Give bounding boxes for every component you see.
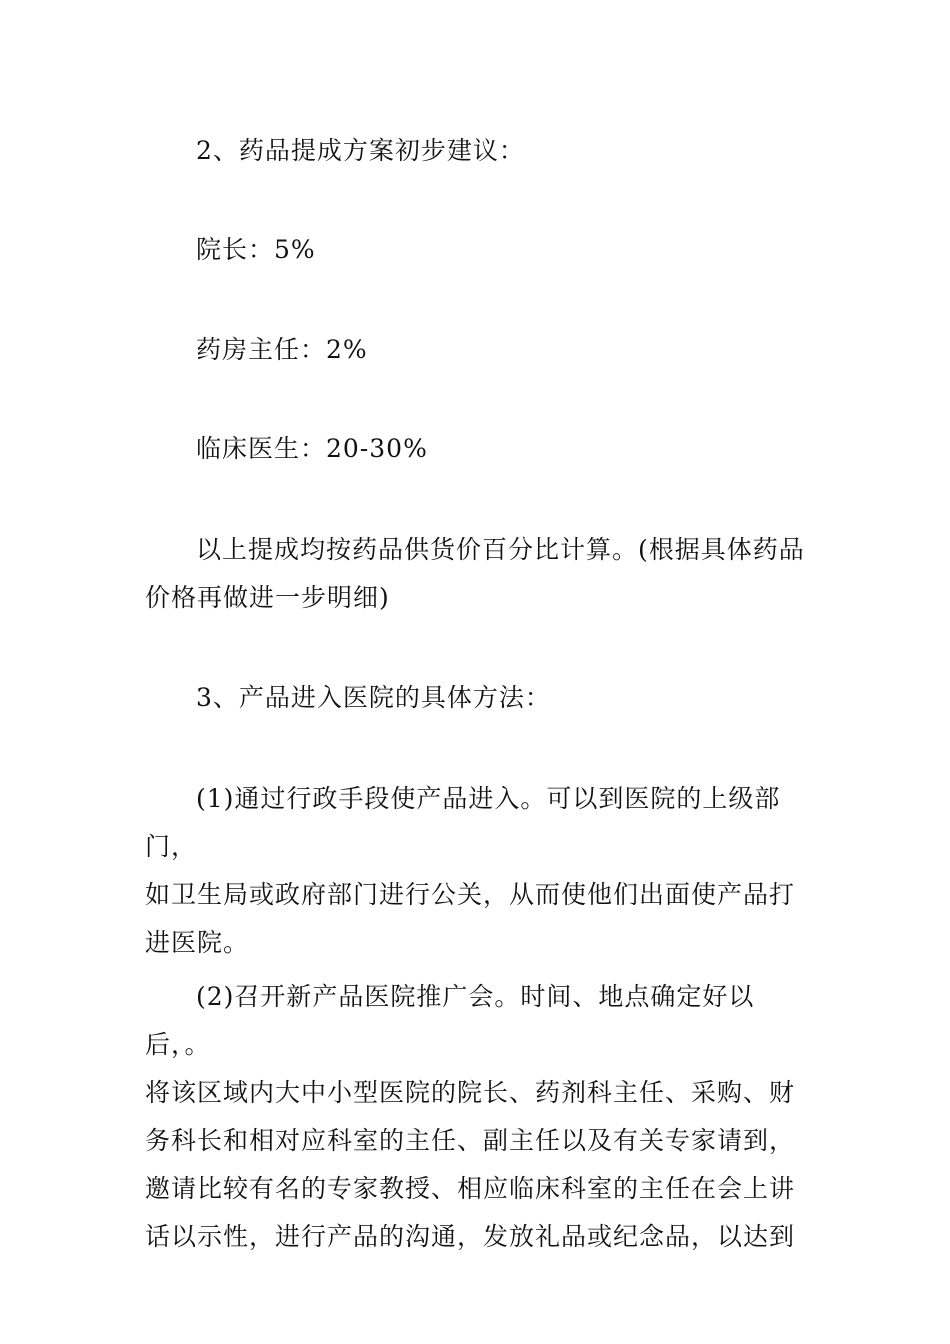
text-line: 院长：5% [196,235,316,264]
text-line: 邀请比较有名的专家教授、相应临床科室的主任在会上讲 [145,1174,796,1203]
commission-clinician [145,425,815,473]
section-heading-2 [145,127,815,175]
text-line: 价格再做进一步明细) [145,583,390,612]
commission-dean [145,226,815,274]
text-line: 临床医生：20-30% [196,434,428,463]
text-line: 2、药品提成方案初步建议： [196,136,525,165]
text-line: (1)通过行政手段使产品进入。可以到医院的上级部门， [145,784,781,861]
text-line: 3、产品进入医院的具体方法： [196,683,551,712]
method-2-paragraph [145,973,815,1261]
text-line: 务科长和相对应科室的主任、副主任以及有关专家请到， [145,1126,796,1155]
text-line: 进医院。 [145,928,250,957]
commission-pharmacy-director [145,326,815,374]
method-1-paragraph [145,775,815,967]
commission-note [145,526,815,622]
text-line: 将该区域内大中小型医院的院长、药剂科主任、采购、财 [145,1078,796,1107]
text-line: 话以示性，进行产品的沟通，发放礼品或纪念品，以达到 [145,1222,796,1251]
text-line: 药房主任：2% [196,335,368,364]
text-line: 如卫生局或政府部门进行公关，从而使他们出面使产品打 [145,880,796,909]
text-line: 以上提成均按药品供货价百分比计算。(根据具体药品 [196,535,805,564]
section-heading-3 [145,674,815,722]
text-line: (2)召开新产品医院推广会。时间、地点确定好以后，。 [145,982,755,1059]
